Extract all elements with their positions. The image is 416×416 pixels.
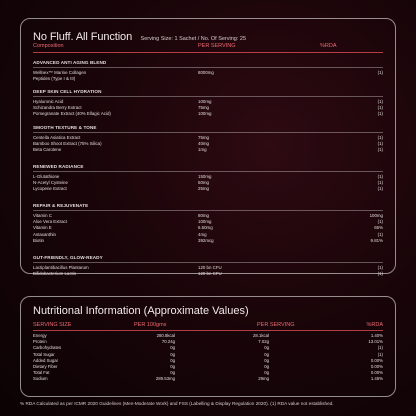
ingredient-row — [33, 141, 383, 147]
nutrient-rda: (1) — [377, 345, 383, 351]
nutrient-per-serving: 0g — [264, 364, 269, 369]
ingredient-amount: 40mg — [198, 141, 209, 147]
nutrient-per-serving: 7.02g — [258, 339, 269, 345]
ingredient-row — [33, 174, 383, 180]
section-divider — [33, 171, 383, 172]
ingredient-rda: (1) — [377, 141, 383, 147]
col-rda: %RDA — [320, 43, 337, 49]
ingredient-name: Biotin — [33, 237, 44, 243]
ingredient-rda: 9.81% — [370, 237, 383, 243]
ingredient-amount: 150mg — [198, 174, 212, 179]
ingredient-rda: (1) — [377, 186, 383, 192]
nutrient-rda: 1.40% — [370, 333, 383, 338]
nutrition-panel — [20, 296, 396, 397]
nutrient-name: Sodium — [33, 376, 48, 382]
nutrition-row — [33, 333, 383, 339]
ingredient-name: Lactiplantibacillus Plantarum — [33, 265, 89, 270]
nutrient-per-100g: 289.53mg — [155, 376, 175, 382]
ingredient-rda: (1) — [377, 265, 383, 270]
ingredient-row — [33, 147, 383, 153]
nutrient-name: Protein — [33, 339, 47, 345]
nutrient-per-serving: 0g — [264, 345, 269, 351]
ingredient-row — [33, 225, 383, 231]
col-per-serving: PER SERVING — [198, 43, 236, 49]
ingredient-row — [33, 180, 383, 186]
nutrient-name: Dietary Fiber — [33, 364, 58, 369]
nutrient-per-100g: 0g — [170, 351, 175, 357]
nutrition-title: Nutritional Information (Approximate Values) — [33, 305, 249, 317]
nutrient-rda: 13.01% — [368, 339, 383, 345]
ingredient-row — [33, 271, 383, 277]
nutrient-per-100g: 0g — [170, 364, 175, 369]
ingredient-name: Lycopene Extract — [33, 186, 67, 192]
ingredient-row — [33, 135, 383, 141]
ingredient-name: Bifidobacterium Lactis — [33, 271, 76, 277]
section-divider — [33, 67, 383, 68]
section-divider — [33, 210, 383, 211]
section-heading: GUT-FRIENDLY, GLOW-READY — [33, 255, 103, 260]
nutrient-rda: 1.45% — [370, 376, 383, 382]
nutrition-row — [33, 339, 383, 345]
nutrient-rda: 0.00% — [370, 370, 383, 376]
nutrient-rda: 0.00% — [370, 364, 383, 369]
nutrient-name: Total Fat — [33, 370, 50, 376]
ingredient-name: Aloe Vera Extract — [33, 219, 67, 225]
ingredient-row — [33, 111, 383, 117]
nutrient-per-100g: 0g — [170, 357, 175, 363]
ingredient-rda: (1) — [377, 271, 383, 277]
ingredient-rda: (1) — [377, 70, 383, 75]
ingredient-rda: (1) — [377, 135, 383, 140]
section-heading: DEEP SKIN CELL HYDRATION — [33, 89, 102, 94]
ingredient-row — [33, 232, 383, 238]
nutrition-row — [33, 376, 383, 382]
ingredient-name: Vitamin C — [33, 213, 52, 218]
ingredient-row — [33, 105, 383, 111]
col-per-100gms: PER 100gms — [134, 322, 167, 328]
section-divider — [33, 96, 383, 97]
ingredient-rda: (1) — [377, 147, 383, 153]
section-heading: REPAIR & REJUVENATE — [33, 203, 89, 208]
nutrient-per-serving: 0g — [264, 357, 269, 363]
ingredient-name: Hyaluronic Acid — [33, 99, 64, 104]
nutrient-per-serving: 0g — [264, 370, 269, 376]
nutrition-row — [33, 345, 383, 351]
ingredient-name: Bamboo Shoot Extract (75% Silica) — [33, 141, 102, 147]
ingredient-rda: 100mg — [369, 213, 383, 218]
ingredient-name: Vitamin E — [33, 225, 52, 231]
ingredient-amount: 75mg — [198, 135, 209, 140]
ingredient-row — [33, 265, 383, 271]
nutrition-row — [33, 370, 383, 376]
nutrient-name: Carbohydrates — [33, 345, 62, 351]
ingredient-name: Peptides (Type I & III) — [33, 76, 76, 82]
ingredient-amount: 120 bn CFU — [198, 265, 222, 270]
section-heading: SMOOTH TEXTURE & TONE — [33, 125, 97, 130]
ingredient-rda: (1) — [377, 180, 383, 186]
ingredient-amount: 100mg — [198, 111, 212, 117]
serving-info: Serving Size: 1 Sachet / No. Of Serving: 25 — [140, 36, 247, 42]
ingredient-rda: 65% — [374, 225, 383, 231]
nutrient-per-100g: 0g — [170, 345, 175, 351]
section-heading: RENEWED RADIANCE — [33, 164, 84, 169]
ingredient-amount: 100mg — [198, 219, 212, 225]
ingredient-panel — [20, 18, 396, 277]
nutrient-per-serving: 28.1kcal — [252, 333, 269, 338]
ingredient-rda: (1) — [377, 105, 383, 111]
nutrient-name: Total Sugar — [33, 351, 55, 357]
footnote: % RDA Calculated as per ICMR 2020 Guidelines (Men-Moderate Work) and FSS (Labelling & Display Regulation 2020). (1) RDA value not established. — [20, 401, 334, 406]
ingredient-rda: (1) — [377, 219, 383, 225]
col-serving-size: SERVING SIZE — [33, 322, 72, 328]
ingredient-name: Wellnex™ Marine Collagen — [33, 70, 87, 75]
nutrient-per-100g: 0g — [170, 370, 175, 376]
section-divider — [33, 132, 383, 133]
ingredient-rda: (1) — [377, 111, 383, 117]
nutrition-row — [33, 352, 383, 358]
ingredient-amount: 100mg — [198, 99, 212, 104]
ingredient-name: N-Acetyl Cysteine — [33, 180, 68, 186]
nutrient-rda: 0.00% — [370, 357, 383, 363]
ingredient-row — [33, 186, 383, 192]
ingredient-amount: 75mg — [198, 105, 209, 111]
ingredient-amount: 8000mg — [198, 70, 214, 75]
nutrition-row — [33, 364, 383, 370]
ingredient-amount: 50mg — [198, 180, 209, 186]
ingredient-rda: (1) — [377, 99, 383, 104]
col-per-serving: PER SERVING — [257, 322, 295, 328]
ingredient-row — [33, 213, 383, 219]
ingredient-amount: 4mg — [198, 231, 207, 237]
ingredient-title: No Fluff. All Function — [33, 31, 133, 43]
nutrition-table-header — [33, 322, 383, 331]
nutrient-per-serving: 0g — [264, 351, 269, 357]
ingredient-amount: 392mcg — [198, 237, 214, 243]
ingredient-amount: 1mg — [198, 147, 207, 153]
nutrient-per-100g: 280.8kcal — [156, 333, 175, 338]
ingredient-rda: (1) — [377, 174, 383, 179]
nutrient-per-100g: 70.24g — [161, 339, 175, 345]
ingredient-row — [33, 219, 383, 225]
ingredient-amount: 6.50mg — [198, 225, 213, 231]
section-heading: ADVANCED ANTI AGING BLEND — [33, 60, 107, 65]
ingredient-row — [33, 70, 383, 76]
ingredient-name: Centella Asiatica Extract — [33, 135, 81, 140]
nutrient-name: Added Sugar — [33, 357, 59, 363]
ingredient-amount: 120 bn CFU — [198, 271, 222, 277]
ingredient-name: L-Glutathione — [33, 174, 60, 179]
ingredient-name: Astaxanthin — [33, 231, 56, 237]
nutrition-row — [33, 358, 383, 364]
nutrient-rda: (1) — [377, 351, 383, 357]
col-rda: %RDA — [366, 322, 383, 328]
ingredient-name: Pomegranate Extract (40% Ellagic Acid) — [33, 111, 111, 117]
ingredient-row — [33, 238, 383, 244]
ingredient-rda: (1) — [377, 231, 383, 237]
ingredient-row — [33, 99, 383, 105]
ingredient-name: Beta Carotene — [33, 147, 62, 153]
section-divider — [33, 262, 383, 263]
ingredient-name: Schizandra Berry Extract — [33, 105, 82, 111]
col-composition: Composition — [33, 43, 64, 49]
ingredient-amount: 25mg — [198, 186, 209, 192]
ingredient-table-header — [33, 43, 383, 53]
ingredient-row — [33, 76, 383, 82]
nutrient-name: Energy — [33, 333, 47, 338]
ingredient-amount: 80mg — [198, 213, 209, 218]
nutrient-per-serving: 29mg — [258, 376, 269, 382]
